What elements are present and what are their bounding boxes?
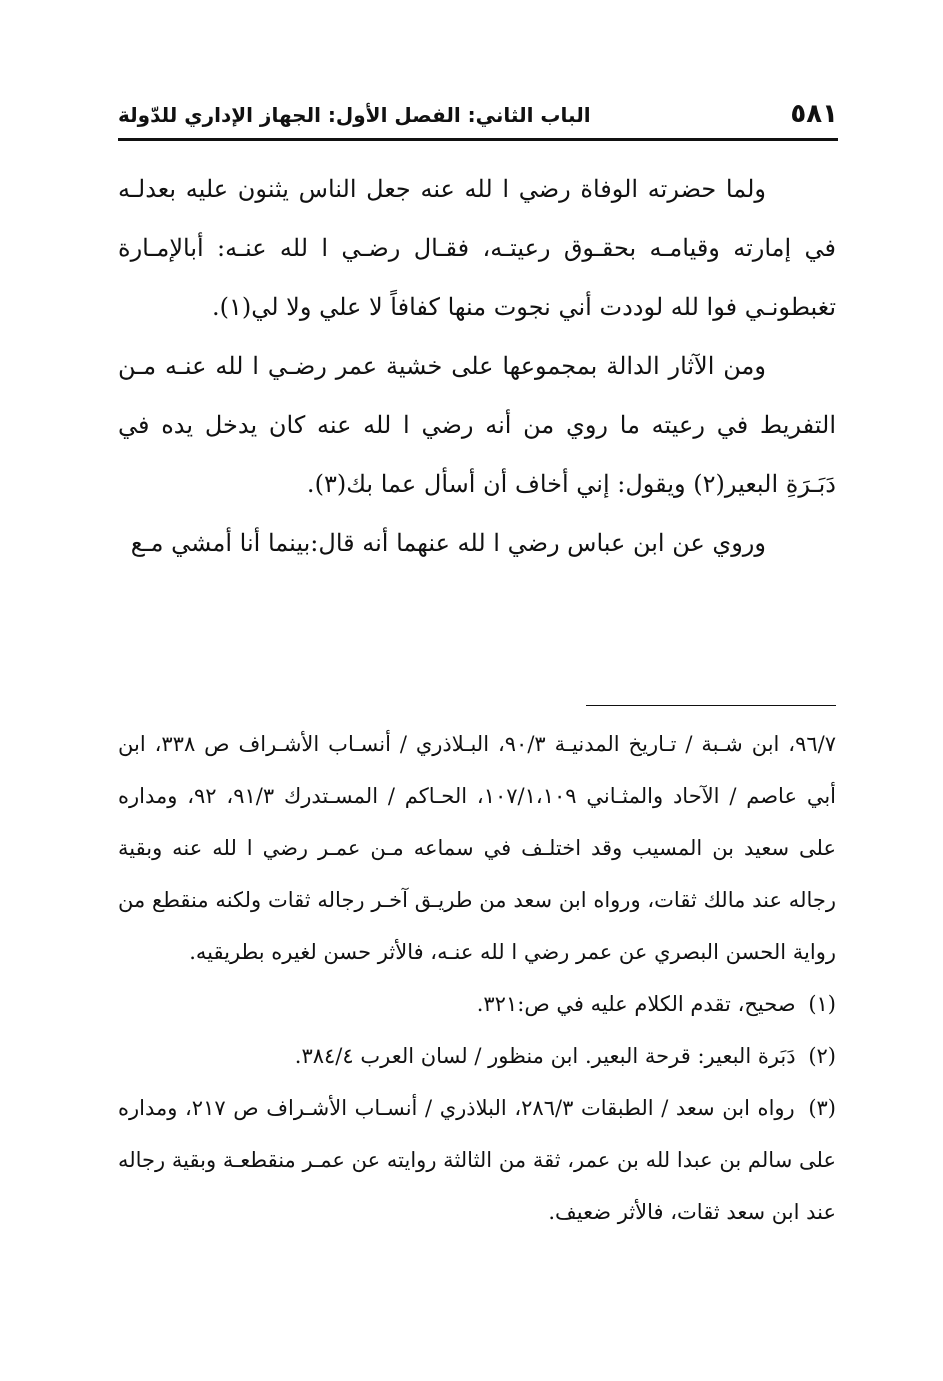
page-number: ٥٨١ [790,99,838,129]
footnote-3-number: (٣) [808,1096,836,1120]
paragraph-1-end: . [211,293,220,321]
footnote-2-text: دَبَرة البعير: قرحة البعير. ابن منظور / لسان العرب ٣٨٤/٤. [294,1044,796,1068]
footnote-separator [586,705,836,706]
paragraph-2 [118,337,836,514]
footnote-1-text: صحيح، تقدم الكلام عليه في ص:٣٢١. [476,992,796,1016]
footnote-2-number: (٢) [808,1044,836,1068]
footnote-ref-2: (٢) [693,470,725,498]
footnote-3-text: رواه ابن سعد / الطبقات ٢٨٦/٣، البلاذري / أنسـاب الأشـراف ص ٢١٧، ومداره على سالم بن عبدا لله بن عمر، ثقة من الثالثة روايته عن عمـر منقطعـة وبقية رجاله عند ابن سعد ثقات، فالأثر ضعيف. [118,1096,836,1224]
footnote-carryover: ٩٦/٧، ابن شـبة / تـاريخ المدنيـة ٩٠/٣، البـلاذري / أنسـاب الأشـراف ص ٣٣٨، ابن أبي عاصم / الآحاد والمثـاني ١٠٧/١،١٠٩، الحـاكم / المسـتدرك ٩١/٣، ٩٢، ومداره على سعيد بن المسيب وقد اختلـف في سماعه مـن عمـر رضي ا لله عنه وبقية رجاله عند مالك ثقات، ورواه ابن سعد من طريـق آخـر رجاله ثقات ولكنه منقطع من رواية الحسن البصري عن عمر رضي ا لله عنـه، فالأثر حسن لغيره بطريقيه. [118,732,837,964]
paragraph-2-text-cont: ويقول: إني أخاف أن أسأل عما بك [346,470,694,498]
footnote-1 [118,978,836,1030]
paragraph-1-text: ولما حضرته الوفاة رضي ا لله عنه جعل الناس يثنون عليه بعدلـه في إمارته وقيامـه بحقـوق رعيتـه، فقـال رضـي ا لله عنـه: أبالإمـارة تغبطونـي فوا لله لوددت أني نجوت منها كفافاً لا علي ولا لي [118,175,836,321]
paragraph-2-text: ومن الآثار الدالة بمجموعها على خشية عمر رضـي ا لله عنـه مـن التفريط في رعيته ما روي من أنه رضي ا لله عنه كان يدخل يده في دَبَـرَةِ البعير [118,352,836,498]
paragraph-3 [118,514,836,573]
footnote-1-number: (١) [808,992,836,1016]
main-text [118,160,836,573]
running-title: الباب الثاني: الفصل الأول: الجهاز الإداري للدّولة [118,103,591,127]
page-header [118,92,838,138]
header-rule [118,138,838,141]
paragraph-1 [118,160,836,337]
paragraph-3-text: وروي عن ابن عباس رضي ا لله عنهما أنه قال:بينما أنا أمشي مـع [130,529,766,557]
footnotes [118,718,836,1238]
footnote-ref-1: (١) [219,293,252,321]
footnote-ref-3: (٣) [314,470,347,498]
footnote-3 [118,1082,836,1238]
footnote-2 [118,1030,836,1082]
paragraph-2-end: . [306,470,315,498]
